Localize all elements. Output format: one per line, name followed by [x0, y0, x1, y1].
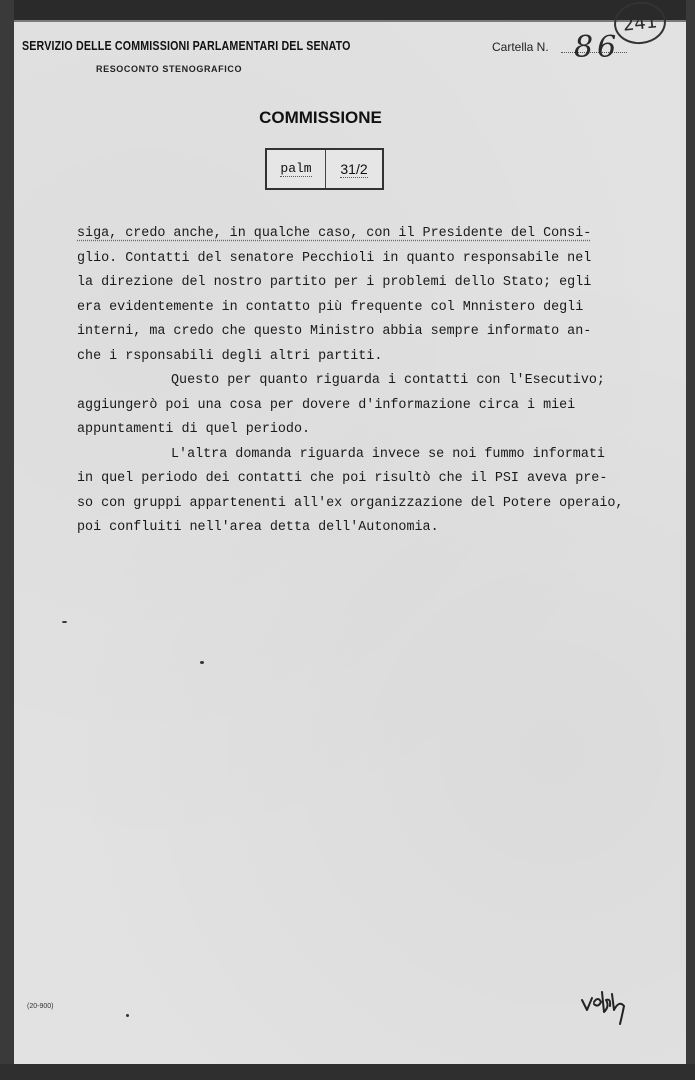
- session-code-box: [265, 148, 384, 190]
- handwritten-initials: [578, 980, 638, 1028]
- transcript-line: glio. Contatti del senatore Pecchioli in quanto responsabile nel: [77, 250, 592, 266]
- transcript-line: L'altra domanda riguarda invece se noi fummo informati: [171, 446, 605, 462]
- transcript-line: la direzione del nostro partito per i problemi dello Stato; egli: [77, 275, 592, 290]
- transcript-line: Questo per quanto riguarda i contatti con l'Esecutivo;: [171, 373, 605, 388]
- scan-edge-bottom: [0, 1064, 695, 1080]
- transcript-line: siga, credo anche, in qualche caso, con il Presidente del Consi-: [77, 226, 592, 241]
- transcript-line: che i rsponsabili degli altri partiti.: [77, 348, 383, 364]
- code-box-left: [267, 150, 326, 188]
- ink-speck: [62, 621, 67, 623]
- transcript-line: interni, ma credo che questo Ministro abbia sempre informato an-: [77, 324, 592, 339]
- scan-edge-left: [0, 0, 14, 1080]
- page-title: COMMISSIONE: [259, 108, 382, 127]
- form-code: (20-900): [27, 1003, 54, 1010]
- ink-speck: [126, 1014, 129, 1017]
- scan-edge-right: [686, 0, 695, 1080]
- page-number-stamp: 241: [612, 0, 668, 47]
- transcript-line: appuntamenti di quel periodo.: [77, 422, 311, 437]
- code-box-right-text: 31/2: [340, 160, 368, 177]
- cartella-number: 86: [574, 30, 621, 65]
- cartella-label: Cartella N.: [492, 40, 549, 54]
- service-heading: SERVIZIO DELLE COMMISSIONI PARLAMENTARI DEL SENATO: [22, 38, 351, 53]
- transcript-line: so con gruppi appartenenti all'ex organizzazione del Potere operaio,: [77, 495, 624, 511]
- transcript-line: aggiungerò poi una cosa per dovere d'informazione circa i miei: [77, 397, 576, 413]
- ink-speck: [200, 661, 204, 664]
- transcript-body: [77, 222, 637, 541]
- code-box-left-text: palm: [280, 161, 312, 176]
- stenographic-report-label: RESOCONTO STENOGRAFICO: [96, 64, 243, 74]
- code-box-right: [326, 150, 382, 188]
- transcript-line: era evidentemente in contatto più frequente col Mnnistero degli: [77, 299, 584, 315]
- transcript-line: poi confluiti nell'area detta dell'Autonomia.: [77, 520, 439, 535]
- transcript-line: in quel periodo dei contatti che poi risultò che il PSI aveva pre-: [77, 471, 608, 486]
